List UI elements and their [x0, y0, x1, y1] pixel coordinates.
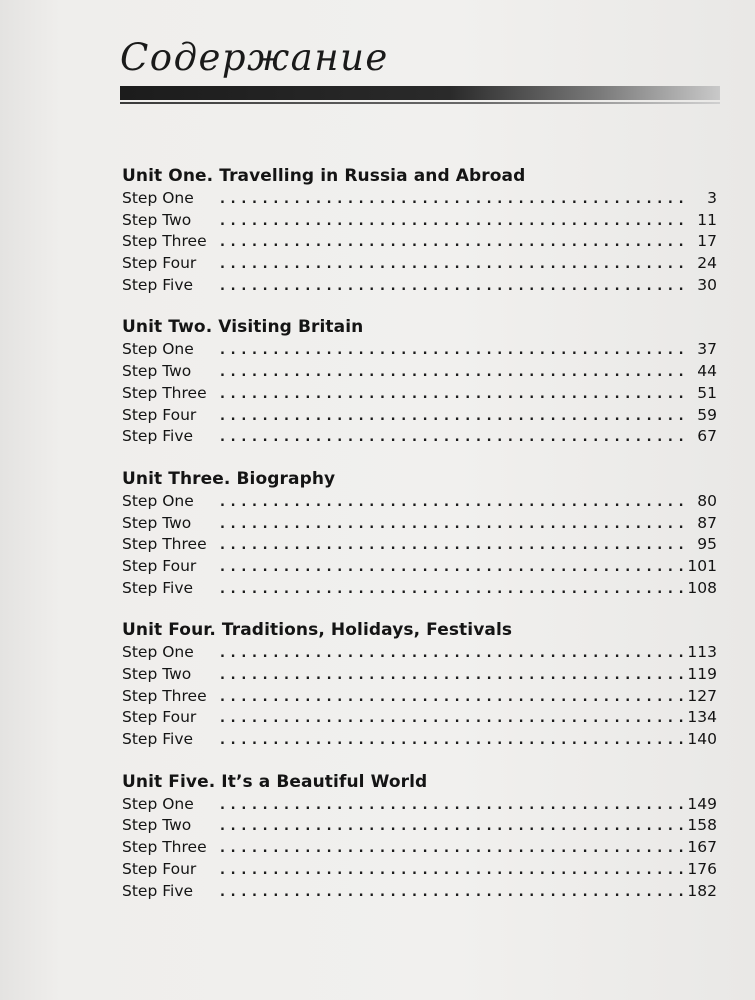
dot-leader: [220, 492, 683, 514]
dot-leader: [220, 838, 683, 860]
entry-label: Step Two: [122, 513, 192, 532]
page-number: 24: [697, 254, 717, 273]
title-rule-thin: [120, 102, 720, 104]
dot-leader: [220, 795, 683, 817]
entry-label: Step Five: [122, 275, 194, 294]
title-rule: [120, 86, 720, 100]
toc-entry[interactable]: [122, 859, 717, 881]
dot-leader: [220, 708, 683, 730]
entry-label: Step Five: [122, 427, 194, 446]
page-number: 134: [687, 708, 717, 727]
entry-label: Step One: [122, 340, 194, 359]
dot-leader: [220, 406, 683, 428]
toc-entry[interactable]: [122, 578, 717, 600]
toc-entry[interactable]: [122, 339, 717, 361]
unit-section: [122, 467, 717, 599]
toc-entry[interactable]: [122, 383, 717, 405]
toc-entry[interactable]: [122, 231, 717, 253]
entry-label: Step Four: [122, 405, 197, 424]
entry-label: Step Three: [122, 535, 207, 554]
toc-entry[interactable]: [122, 275, 717, 297]
entry-label: Step Three: [122, 838, 207, 857]
unit-title: Unit Five. It’s a Beautiful World: [122, 771, 428, 792]
entry-label: Step Three: [122, 383, 207, 402]
toc-entry[interactable]: [122, 686, 717, 708]
dot-leader: [220, 579, 683, 601]
page-number: 51: [697, 383, 717, 402]
entry-label: Step Two: [122, 665, 192, 683]
entry-label: Step Two: [122, 210, 192, 229]
toc-entry[interactable]: [122, 707, 717, 729]
page-title: Содержание: [120, 36, 389, 79]
page-number: 119: [687, 665, 717, 683]
dot-leader: [220, 730, 683, 752]
page-number: 30: [697, 275, 717, 294]
toc-entry[interactable]: [122, 491, 717, 513]
page-number: 101: [687, 556, 717, 575]
page-number: 37: [697, 340, 717, 359]
dot-leader: [220, 665, 683, 687]
page-number: 108: [687, 578, 717, 597]
unit-section: [122, 315, 717, 447]
toc-entry[interactable]: [122, 729, 717, 751]
toc-entry[interactable]: [122, 815, 717, 837]
page-number: 176: [687, 859, 717, 878]
entry-label: Step One: [122, 794, 194, 813]
toc-entry[interactable]: [122, 837, 717, 859]
entry-label: Step Five: [122, 881, 194, 900]
entry-label: Step Two: [122, 362, 192, 381]
unit-title: Unit Two. Visiting Britain: [122, 317, 364, 338]
entry-label: Step Three: [122, 232, 207, 251]
toc-entry[interactable]: [122, 405, 717, 427]
entry-label: Step Five: [122, 730, 194, 749]
entry-label: Step Two: [122, 816, 192, 835]
unit-title: Unit Three. Biography: [122, 468, 336, 489]
dot-leader: [220, 427, 683, 449]
dot-leader: [220, 276, 683, 298]
entry-label: Step One: [122, 189, 194, 207]
unit-title: Unit One. Travelling in Russia and Abroad: [122, 166, 526, 186]
page-number: 158: [687, 816, 717, 835]
dot-leader: [220, 232, 683, 254]
page-number: 140: [687, 730, 717, 749]
page-number: 87: [697, 513, 717, 532]
dot-leader: [220, 514, 683, 536]
entry-label: Step Four: [122, 859, 197, 878]
page-number: 17: [697, 232, 717, 251]
unit-title: Unit Four. Traditions, Holidays, Festivals: [122, 620, 513, 641]
page-number: 44: [697, 362, 717, 381]
toc-entry[interactable]: [122, 794, 717, 816]
dot-leader: [220, 362, 683, 384]
unit-section: [122, 164, 717, 296]
page-number: 113: [687, 643, 717, 662]
toc-entry[interactable]: [122, 210, 717, 232]
dot-leader: [220, 254, 683, 276]
entry-label: Step Four: [122, 254, 197, 273]
entry-label: Step Five: [122, 578, 194, 597]
page-number: 127: [687, 686, 717, 705]
page-number: 95: [697, 535, 717, 554]
page-number: 80: [697, 491, 717, 510]
dot-leader: [220, 557, 683, 579]
dot-leader: [220, 860, 683, 882]
dot-leader: [220, 535, 683, 557]
page-number: 11: [697, 210, 717, 229]
dot-leader: [220, 211, 683, 233]
toc-entry[interactable]: [122, 361, 717, 383]
dot-leader: [220, 340, 683, 362]
toc-entry[interactable]: [122, 534, 717, 556]
dot-leader: [220, 816, 683, 838]
entry-label: Step One: [122, 491, 194, 510]
page-number: 182: [687, 881, 717, 900]
unit-section: [122, 770, 717, 902]
toc-entry[interactable]: [122, 513, 717, 535]
toc-entry[interactable]: [122, 664, 717, 686]
dot-leader: [220, 882, 683, 904]
dot-leader: [220, 189, 683, 211]
toc-entry[interactable]: [122, 426, 717, 448]
toc-entry[interactable]: [122, 881, 717, 903]
toc-entry[interactable]: [122, 556, 717, 578]
dot-leader: [220, 384, 683, 406]
entry-label: Step Three: [122, 686, 207, 705]
dot-leader: [220, 643, 683, 665]
page-number: 167: [687, 838, 717, 857]
page-number: 59: [697, 405, 717, 424]
page-number: 3: [707, 189, 717, 207]
page-number: 149: [687, 794, 717, 813]
entry-label: Step One: [122, 643, 194, 662]
toc-entry[interactable]: [122, 188, 717, 210]
toc-entry[interactable]: [122, 253, 717, 275]
table-of-contents: [122, 164, 717, 921]
toc-entry[interactable]: [122, 642, 717, 664]
entry-label: Step Four: [122, 708, 197, 727]
entry-label: Step Four: [122, 556, 197, 575]
dot-leader: [220, 687, 683, 709]
page-number: 67: [697, 427, 717, 446]
unit-section: [122, 618, 717, 750]
